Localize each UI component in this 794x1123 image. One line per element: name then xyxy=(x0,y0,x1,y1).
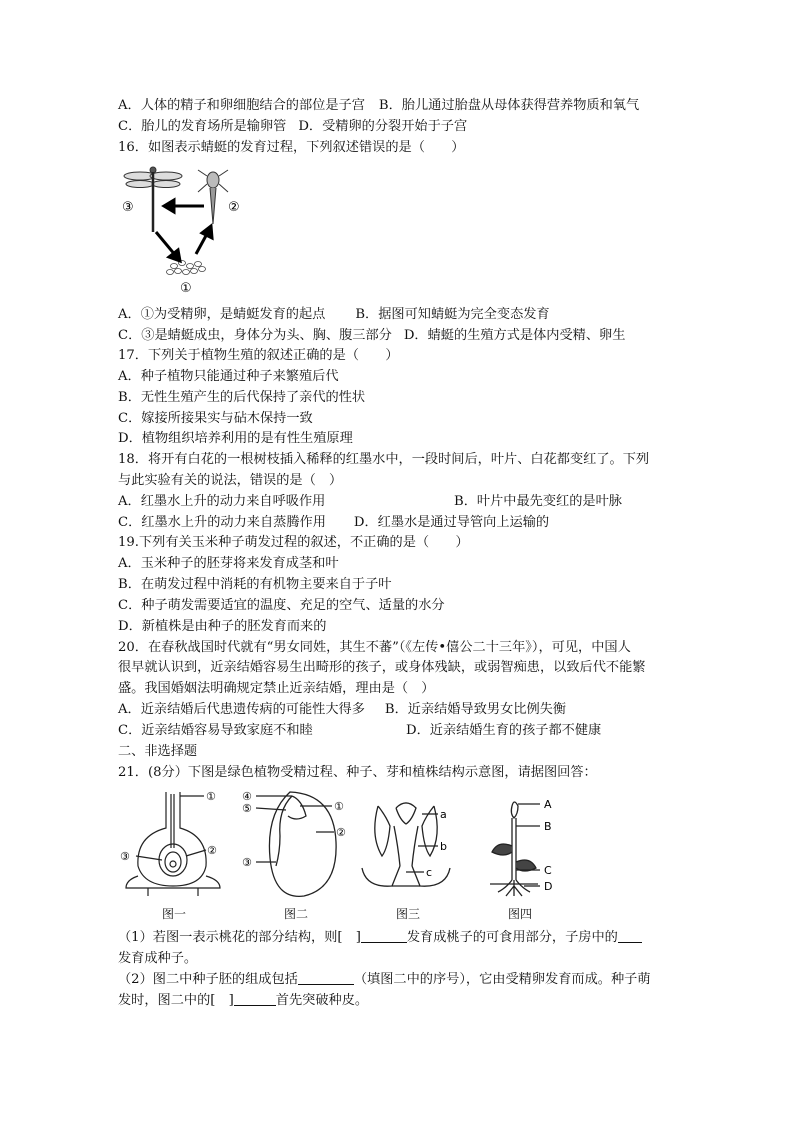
q19-option-c[interactable]: C．种子萌发需要适宜的温度、充足的空气、适量的水分 xyxy=(118,598,445,613)
fig4-label-C: C xyxy=(544,864,552,877)
q21-sub1-part1: （1）若图一表示桃花的部分结构，则[ ] xyxy=(118,930,361,945)
q21-sub2-line2a: 发时，图二中的[ ] xyxy=(118,993,234,1008)
q18-stem-line2: 与此实验有关的说法，错误的是（ ） xyxy=(118,473,343,488)
q21-sub2-blank2[interactable] xyxy=(234,991,276,1006)
fig4-label-B: B xyxy=(544,820,552,833)
q21-sub1-blank1[interactable] xyxy=(361,928,407,943)
q18-options-row1 xyxy=(118,492,325,512)
dragonfly-eggs-icon xyxy=(167,261,206,275)
q21-sub2-line2b: 首先突破种皮。 xyxy=(275,993,369,1008)
q21-sub2-line1 xyxy=(118,970,651,990)
q21-sub2-line2 xyxy=(118,991,368,1011)
q17-option-d[interactable]: D．植物组织培养利用的是有性生殖原理 xyxy=(118,431,353,446)
q20-option-b[interactable]: B．近亲结婚导致男女比例失衡 xyxy=(384,702,567,717)
figure3-bud-diagram xyxy=(356,796,466,902)
q20-stem-line1: 20．在春秋战国时代就有“男女同姓，其生不蕃”（《左传•僖公二十三年》），可见，中国人 xyxy=(118,640,631,655)
fig3-caption: 图三 xyxy=(396,907,421,921)
q18-options-row2 xyxy=(118,513,549,533)
q20-option-c[interactable]: C．近亲结婚容易导致家庭不和睦 xyxy=(118,723,313,738)
dragonfly-nymph-icon xyxy=(198,170,228,224)
q21-stem: 21．(8分）下图是绿色植物受精过程、种子、芽和植株结构示意图，请据图回答： xyxy=(118,765,597,780)
section2-title: 二、非选择题 xyxy=(118,744,198,759)
figure1-pistil-diagram xyxy=(118,788,228,900)
fig2-label-3: ③ xyxy=(242,856,252,869)
q16-options-row1 xyxy=(118,305,550,325)
fig2-label-5: ⑤ xyxy=(242,802,252,815)
q15-option-c[interactable]: C．胎儿的发育场所是输卵管 xyxy=(118,119,287,134)
q20-options-row1 xyxy=(118,700,566,720)
fig2-label-2: ② xyxy=(336,826,346,839)
fig2-caption: 图二 xyxy=(284,907,309,921)
label-nymph: ② xyxy=(228,200,240,215)
q19-option-b[interactable]: B．在萌发过程中消耗的有机物主要来自于子叶 xyxy=(118,577,392,592)
q20-stem-line2: 很早就认识到，近亲结婚容易生出畸形的孩子，或身体残缺，或弱智痴患，以致后代不能繁 xyxy=(118,660,646,675)
label-egg: ① xyxy=(180,281,192,296)
q17-option-b[interactable]: B．无性生殖产生的后代保持了亲代的性状 xyxy=(118,390,366,405)
fig1-caption: 图一 xyxy=(162,907,187,921)
dragonfly-lifecycle-figure xyxy=(118,162,258,302)
q19-option-a[interactable]: A．玉米种子的胚芽将来发育成茎和叶 xyxy=(118,556,339,571)
fig1-label-2: ② xyxy=(207,844,217,857)
fig4-label-D: D xyxy=(544,880,553,893)
q21-sub1-part2: 发育成桃子的可食用部分，子房中的 xyxy=(406,930,618,945)
q17-stem: 17．下列关于植物生殖的叙述正确的是（ ） xyxy=(118,348,399,363)
q20-option-d[interactable]: D．近亲结婚生育的孩子都不健康 xyxy=(406,723,602,738)
q21-sub1-line2: 发育成种子。 xyxy=(118,951,198,966)
q16-option-a[interactable]: A．①为受精卵，是蜻蜓发育的起点 xyxy=(118,307,326,322)
q21-sub2-blank1[interactable] xyxy=(298,970,354,985)
q17-option-c[interactable]: C．嫁接所接果实与砧木保持一致 xyxy=(118,411,313,426)
q21-sub1-line1 xyxy=(118,928,642,948)
q16-option-c[interactable]: C．③是蜻蜓成虫，身体分为头、胸、腹三部分 xyxy=(118,328,392,343)
fig1-label-1: ① xyxy=(206,790,216,803)
q15-option-a[interactable]: A．人体的精子和卵细胞结合的部位是子宫 xyxy=(118,98,365,113)
fig2-label-1: ① xyxy=(334,800,344,813)
q18-option-a[interactable]: A．红墨水上升的动力来自呼吸作用 xyxy=(118,494,326,509)
figure2-seed-diagram xyxy=(236,786,358,902)
fig2-label-4: ④ xyxy=(242,790,252,803)
q18-option-b[interactable]: B．叶片中最先变红的是叶脉 xyxy=(454,494,622,509)
q16-option-d[interactable]: D．蜻蜓的生殖方式是体内受精、卵生 xyxy=(403,328,626,343)
q18-stem-line1: 18．将开有白花的一根树枝插入稀释的红墨水中，一段时间后，叶片、白花都变红了。下列 xyxy=(118,452,650,467)
q21-sub2-part2: （填图二中的序号），它由受精卵发育而成。种子萌 xyxy=(353,972,651,987)
fig3-label-b: b xyxy=(440,840,447,853)
fig4-caption: 图四 xyxy=(508,907,533,921)
q19-option-d[interactable]: D．新植株是由种子的胚发育而来的 xyxy=(118,619,327,634)
q15-option-d[interactable]: D．受精卵的分裂开始于子宫 xyxy=(298,119,468,134)
q17-option-a[interactable]: A．种子植物只能通过种子来繁殖后代 xyxy=(118,369,339,384)
q18-option-d[interactable]: D．红墨水是通过导管向上运输的 xyxy=(353,515,550,530)
q21-sub1-blank2[interactable] xyxy=(618,928,642,943)
q15-options-row1 xyxy=(118,96,639,116)
fig4-label-A: A xyxy=(544,798,552,811)
fig3-label-c: c xyxy=(426,866,433,879)
q20-option-a[interactable]: A．近亲结婚后代患遗传病的可能性大得多 xyxy=(118,702,365,717)
q21-sub2-part1: （2）图二中种子胚的组成包括 xyxy=(118,972,298,987)
q18-option-c[interactable]: C．红墨水上升的动力来自蒸腾作用 xyxy=(118,515,326,530)
q15-options-row2 xyxy=(118,117,467,137)
q20-stem-line3: 盛。我国婚姻法明确规定禁止近亲结婚，理由是（ ） xyxy=(118,681,435,696)
q16-options-row2 xyxy=(118,326,625,346)
fig3-label-a: a xyxy=(440,808,447,821)
q19-stem: 19.下列有关玉米种子萌发过程的叙述，不正确的是（ ） xyxy=(118,535,469,550)
q15-option-b[interactable]: B．胎儿通过胎盘从母体获得营养物质和氧气 xyxy=(378,98,640,113)
lifecycle-arrows xyxy=(156,200,212,261)
q16-option-b[interactable]: B．据图可知蜻蜓为完全变态发育 xyxy=(355,307,550,322)
q16-stem: 16．如图表示蜻蜓的发育过程，下列叙述错误的是（ ） xyxy=(118,140,465,155)
label-adult: ③ xyxy=(122,200,134,215)
fig1-label-3: ③ xyxy=(120,850,130,863)
figure4-plant-diagram xyxy=(484,796,574,902)
